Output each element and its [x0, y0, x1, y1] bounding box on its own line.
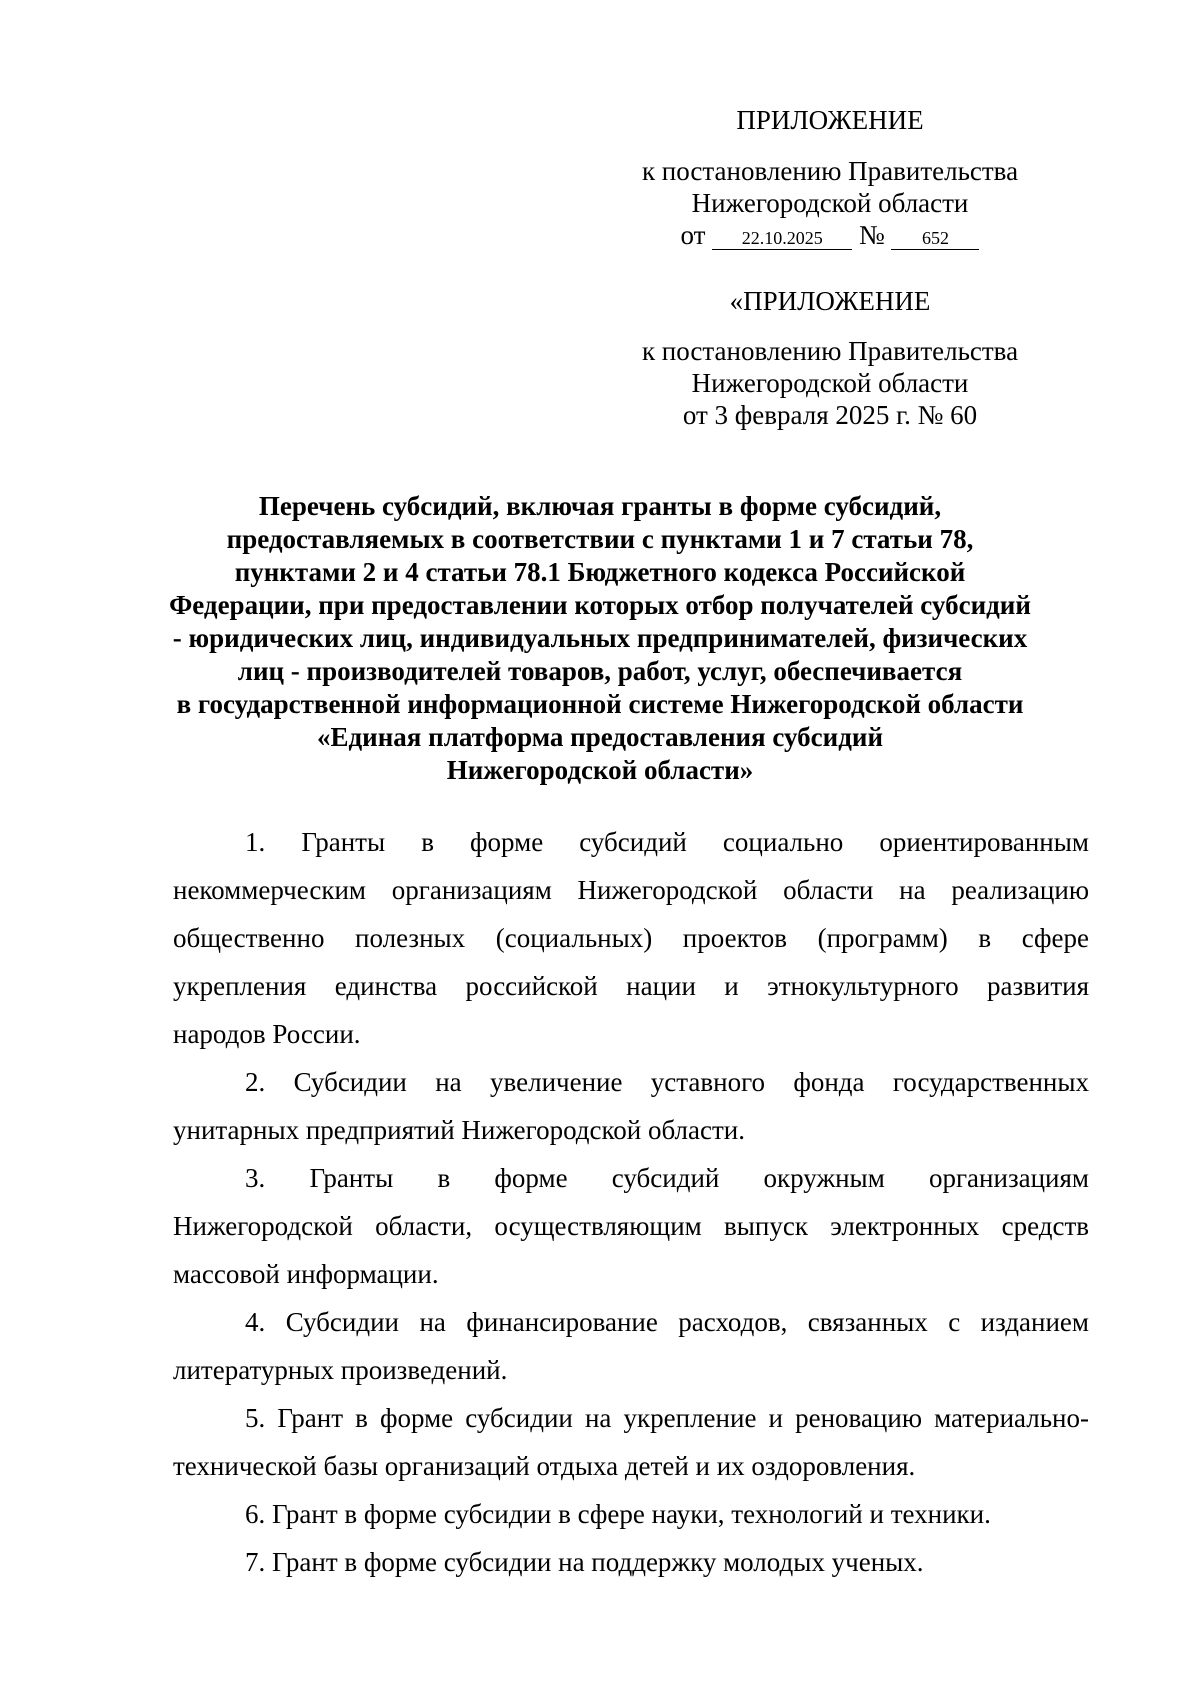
list-item-line: литературных произведений.: [173, 1355, 508, 1385]
list-item-line: некоммерческим организациям Нижегородской области на реализацию: [173, 875, 1089, 905]
title-line: Нижегородской области»: [446, 755, 754, 785]
list-item-line: технической базы организаций отдыха детей и их оздоровления.: [173, 1451, 916, 1481]
title-line: в государственной информационной системе Нижегородской области: [176, 689, 1024, 719]
list-item-5: [173, 1394, 1089, 1490]
list-item-1: [173, 818, 1089, 1058]
to-resolution-text: к постановлению Правительства: [641, 156, 1019, 186]
list-item-3: [173, 1154, 1089, 1298]
quoted-appendix-label: «ПРИЛОЖЕНИЕ: [729, 286, 931, 316]
list-item-line: массовой информации.: [173, 1259, 439, 1289]
list-item-4: [173, 1298, 1089, 1394]
title-line: «Единая платформа предоставления субсидий: [317, 722, 883, 752]
subsidy-list: [173, 818, 1089, 1586]
list-item-line: Нижегородской области, осуществляющим выпуск электронных средств: [173, 1211, 1089, 1241]
resolution-date: 22.10.2025: [712, 227, 852, 250]
title-line: - юридических лиц, индивидуальных предпринимателей, физических: [172, 623, 1028, 653]
list-item-line: 4. Субсидии на финансирование расходов, связанных с изданием: [245, 1307, 1089, 1337]
document-title: [150, 490, 1050, 787]
title-line: предоставляемых в соответствии с пунктами 1 и 7 статьи 78,: [226, 524, 974, 554]
list-item-line: 5. Грант в форме субсидии на укрепление и реновацию материально-: [245, 1403, 1089, 1433]
list-item-line: общественно полезных (социальных) проектов (программ) в сфере: [173, 923, 1089, 953]
quoted-resolution-header: [620, 335, 1040, 431]
quoted-to-resolution-text: к постановлению Правительства: [641, 336, 1019, 366]
title-line: пунктами 2 и 4 статьи 78.1 Бюджетного кодекса Российской: [234, 557, 966, 587]
list-item-6: [173, 1490, 1089, 1538]
title-line: Перечень субсидий, включая гранты в форме субсидий,: [258, 491, 942, 521]
list-item-line: 6. Грант в форме субсидии в сфере науки, технологий и техники.: [245, 1499, 991, 1529]
list-item-line: укрепления единства российской нации и этнокультурного развития: [173, 971, 1089, 1001]
region-text: Нижегородской области: [691, 188, 969, 218]
number-sign: №: [858, 220, 885, 250]
resolution-header: [620, 155, 1040, 251]
list-item-line: унитарных предприятий Нижегородской области.: [173, 1115, 745, 1145]
list-item-line: 1. Гранты в форме субсидий социально ориентированным: [245, 827, 1089, 857]
appendix-label: ПРИЛОЖЕНИЕ: [736, 105, 924, 135]
quoted-date-line: от 3 февраля 2025 г. № 60: [682, 400, 978, 430]
list-item-7: [173, 1538, 1089, 1586]
title-line: лиц - производителей товаров, работ, услуг, обеспечивается: [237, 656, 963, 686]
list-item-2: [173, 1058, 1089, 1154]
title-line: Федерации, при предоставлении которых отбор получателей субсидий: [169, 590, 1031, 620]
list-item-line: 7. Грант в форме субсидии на поддержку молодых ученых.: [245, 1547, 924, 1577]
quoted-region-text: Нижегородской области: [691, 368, 969, 398]
resolution-number: 652: [891, 227, 979, 250]
date-number-line: [681, 219, 980, 251]
date-prefix: от: [680, 220, 706, 250]
list-item-line: 2. Субсидии на увеличение уставного фонда государственных: [245, 1067, 1089, 1097]
list-item-line: 3. Гранты в форме субсидий окружным организациям: [245, 1163, 1089, 1193]
list-item-line: народов России.: [173, 1019, 361, 1049]
